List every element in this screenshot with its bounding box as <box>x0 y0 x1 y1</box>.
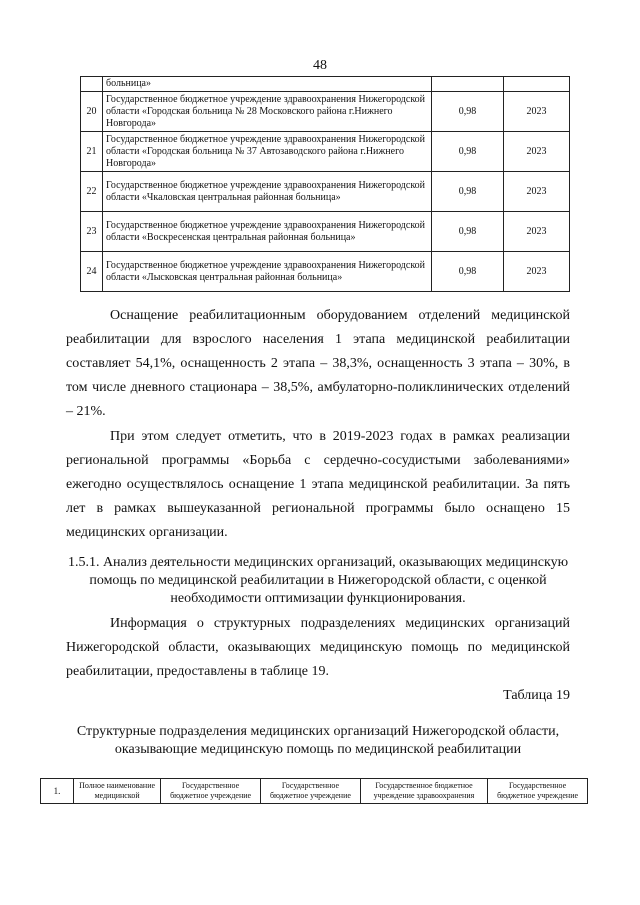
row-number: 21 <box>81 132 103 172</box>
row-number: 23 <box>81 212 103 252</box>
header-cell: Государственное бюджетное учреждение здравоохранения <box>360 779 487 804</box>
program-paragraph: При этом следует отметить, что в 2019-2023 годах в рамках реализации региональной программы «Борьба с сердечно-сосудистыми заболеваниями» ежегодно осуществлялось оснащение 1 этапа медицинской реабилитации. За пять лет в рамках вышеуказанной региональной программы было оснащено 15 медицинских организации. <box>66 429 570 540</box>
org-name: Государственное бюджетное учреждение здравоохранения Нижегородской области «Городская больница № 37 Автозаводского района г.Нижнего Новгорода» <box>103 132 432 172</box>
year: 2023 <box>504 92 570 132</box>
coefficient: 0,98 <box>432 132 504 172</box>
year <box>504 77 570 92</box>
table-row <box>81 212 570 252</box>
coefficient: 0,98 <box>432 252 504 292</box>
equipment-paragraph: Оснащение реабилитационным оборудованием отделений медицинской реабилитации для взрослого населения 1 этапа медицинской реабилитации составляет 54,1%, оснащенность 2 этапа – 38,3%, оснащенность 3 этапа – 30%, в том числе дневного стационара – 38,5%, амбулаторно-поликлинических отделений – 21%. <box>66 308 570 419</box>
year: 2023 <box>504 212 570 252</box>
section-heading: 1.5.1. Анализ деятельности медицинских организаций, оказывающих медицинскую помощь по медицинской реабилитации в Нижегородской области, с оценкой необходимости оптимизации функционирования. <box>67 555 569 606</box>
table-label: Таблица 19 <box>503 688 570 703</box>
row-index: 1. <box>41 779 74 804</box>
table-row <box>81 252 570 292</box>
coefficient: 0,98 <box>432 172 504 212</box>
table-row <box>81 92 570 132</box>
header-cell: Государственное бюджетное учреждение <box>488 779 588 804</box>
info-paragraph: Информация о структурных подразделениях медицинских организаций Нижегородской области, оказывающих медицинскую помощь по медицинской реабилитации, предоставлены в таблице 19. <box>66 616 570 679</box>
row-number <box>81 77 103 92</box>
structural-units-table <box>40 778 588 804</box>
table-title: Структурные подразделения медицинских организаций Нижегородской области, оказывающие медицинскую помощь по медицинской реабилитации <box>76 724 560 757</box>
row-number: 24 <box>81 252 103 292</box>
table-row <box>81 77 570 92</box>
table-row <box>81 172 570 212</box>
year: 2023 <box>504 132 570 172</box>
coefficient: 0,98 <box>432 212 504 252</box>
org-name: Государственное бюджетное учреждение здравоохранения Нижегородской области «Городская больница № 28 Московского района г.Нижнего Новгорода» <box>103 92 432 132</box>
row-number: 20 <box>81 92 103 132</box>
table-row <box>81 132 570 172</box>
coefficient <box>432 77 504 92</box>
header-cell: Полное наименование медицинской <box>74 779 161 804</box>
organizations-table <box>80 76 570 292</box>
row-number: 22 <box>81 172 103 212</box>
header-cell: Государственное бюджетное учреждение <box>261 779 361 804</box>
org-name: Государственное бюджетное учреждение здравоохранения Нижегородской области «Чкаловская центральная районная больница» <box>103 172 432 212</box>
coefficient: 0,98 <box>432 92 504 132</box>
org-name: больница» <box>103 77 432 92</box>
page-number: 48 <box>313 58 327 73</box>
year: 2023 <box>504 172 570 212</box>
table-row <box>41 779 588 804</box>
org-name: Государственное бюджетное учреждение здравоохранения Нижегородской области «Воскресенская центральная районная больница» <box>103 212 432 252</box>
header-cell: Государственное бюджетное учреждение <box>161 779 261 804</box>
org-name: Государственное бюджетное учреждение здравоохранения Нижегородской области «Лысковская центральная районная больница» <box>103 252 432 292</box>
year: 2023 <box>504 252 570 292</box>
